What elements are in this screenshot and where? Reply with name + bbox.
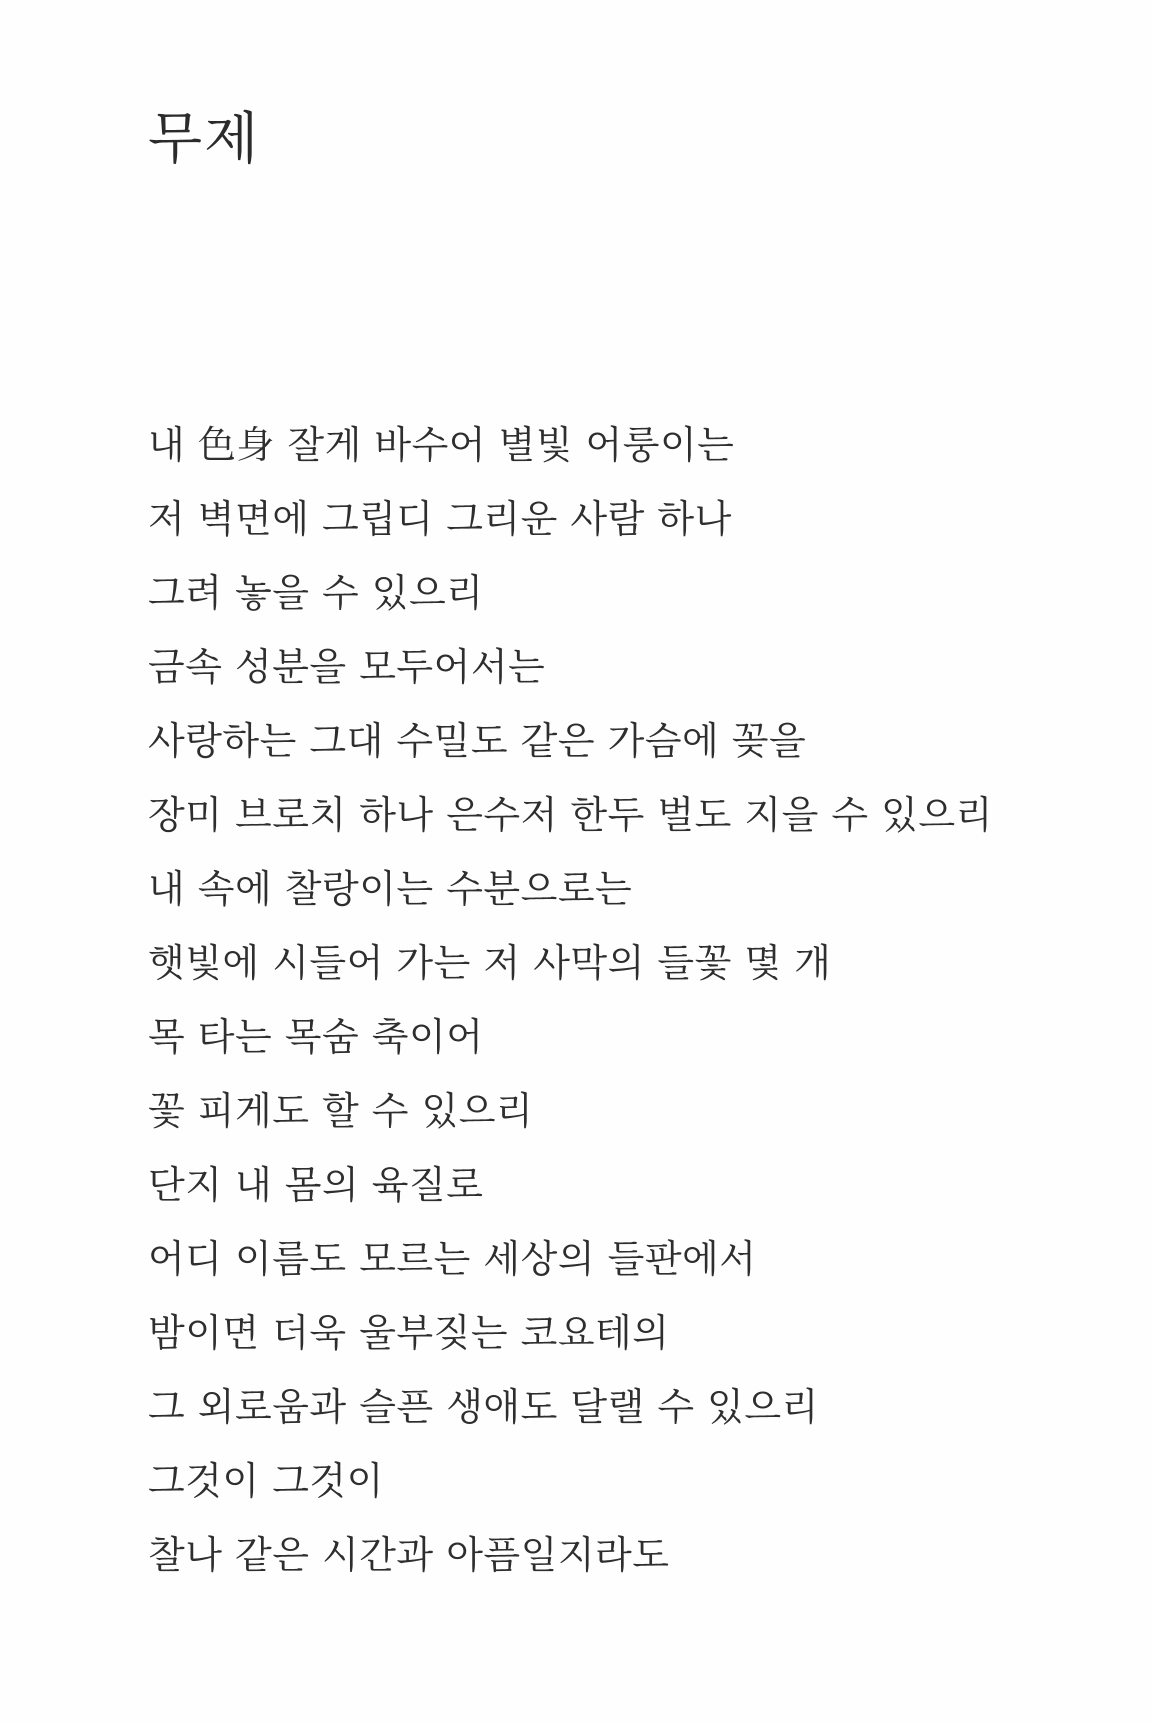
poem-line: 그 외로움과 슬픈 생애도 달랠 수 있으리: [148, 1385, 819, 1429]
poem-line: 사랑하는 그대 수밀도 같은 가슴에 꽂을: [148, 719, 807, 763]
poem-line: 저 벽면에 그립디 그리운 사람 하나: [148, 497, 732, 541]
poem-line: 내 色身 잘게 바수어 별빛 어룽이는: [148, 423, 735, 467]
poem-line: 금속 성분을 모두어서는: [148, 645, 546, 689]
poem-line: 그것이 그것이: [148, 1459, 384, 1503]
poem-line: 밤이면 더욱 울부짖는 코요테의: [148, 1311, 670, 1355]
poem-line: 내 속에 찰랑이는 수분으로는: [148, 867, 633, 911]
poem-body: [148, 408, 993, 1592]
poem-line: 그려 놓을 수 있으리: [148, 571, 484, 615]
poem-line: 장미 브로치 하나 은수저 한두 벌도 지을 수 있으리: [148, 793, 993, 837]
poem-line: 목 타는 목숨 축이어: [148, 1015, 484, 1059]
poem-line: 꽃 피게도 할 수 있으리: [148, 1089, 534, 1133]
poem-title: 무제: [148, 107, 261, 172]
poem-line: 햇빛에 시들어 가는 저 사막의 들꽃 몇 개: [148, 941, 832, 985]
poem-line: 찰나 같은 시간과 아픔일지라도: [148, 1533, 670, 1577]
poem-line: 어디 이름도 모르는 세상의 들판에서: [148, 1237, 757, 1281]
poem-line: 단지 내 몸의 육질로: [148, 1163, 484, 1207]
